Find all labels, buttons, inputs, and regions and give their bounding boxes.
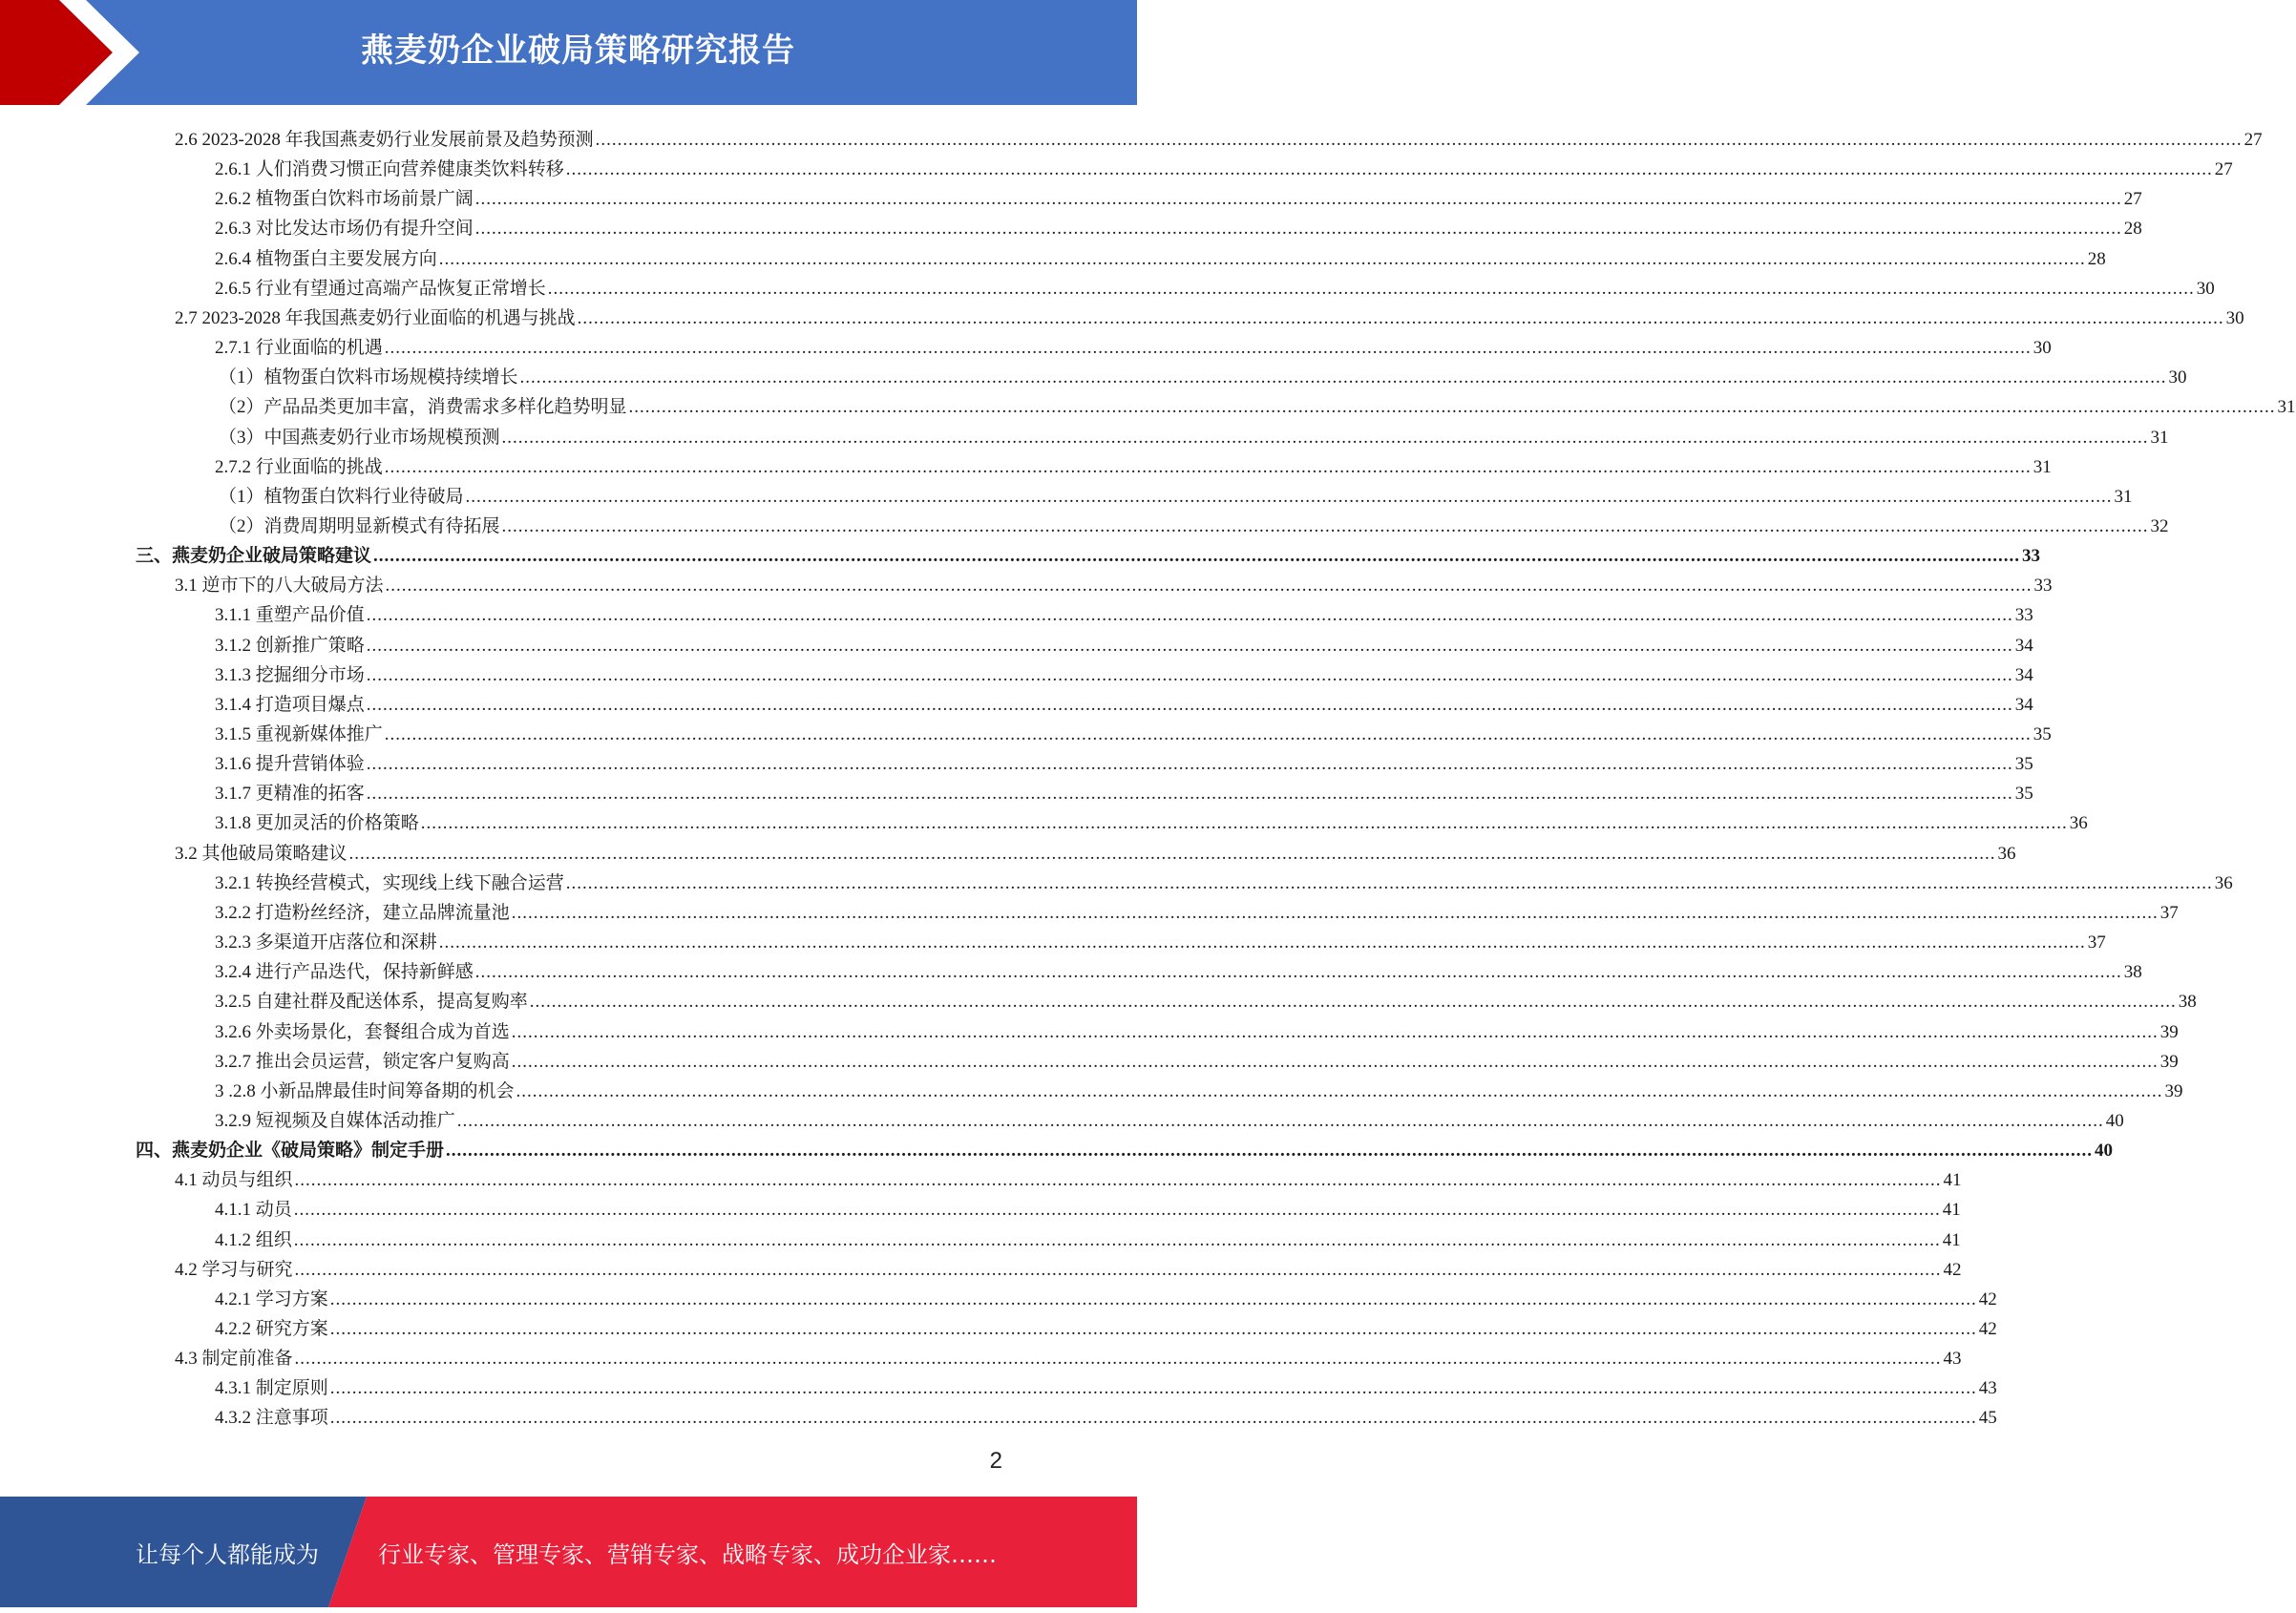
toc-entry[interactable] [215, 180, 2142, 210]
toc-entry-title: （2）产品品类更加丰富，消费需求多样化趋势明显 [219, 397, 627, 417]
toc-entry-page: 36 [2069, 813, 2088, 833]
toc-leader-dots: ............................................................................................................................................................................................................................................................................................................ [293, 1230, 1941, 1250]
toc-entry-page: 30 [2196, 279, 2215, 299]
toc-entry-title: 3.1 逆市下的八大破局方法 [175, 576, 384, 596]
toc-leader-dots: ............................................................................................................................................................................................................................................................................................................ [465, 487, 2113, 507]
toc-entry-title: 4.1.1 动员 [215, 1200, 292, 1220]
toc-entry[interactable] [215, 627, 2033, 657]
toc-entry-page: 28 [2123, 219, 2142, 239]
toc-entry[interactable] [175, 1340, 1962, 1370]
toc-entry-title: 2.6.2 植物蛋白饮料市场前景广阔 [215, 189, 474, 209]
toc-entry-page: 31 [2114, 487, 2133, 507]
toc-entry[interactable] [215, 805, 2088, 834]
toc-leader-dots: ............................................................................................................................................................................................................................................................................................................ [529, 992, 2177, 1012]
toc-leader-dots: ............................................................................................................................................................................................................................................................................................................ [385, 576, 2033, 596]
toc-entry-title: 3.2.9 短视频及自媒体活动推广 [215, 1111, 455, 1131]
toc-entry-title: 3.1.6 提升营销体验 [215, 754, 365, 774]
toc-entry-title: 4.3.2 注意事项 [215, 1408, 328, 1428]
toc-leader-dots: ............................................................................................................................................................................................................................................................................................................ [366, 665, 2013, 685]
toc-entry[interactable] [215, 716, 2052, 745]
toc-entry[interactable] [215, 597, 2033, 626]
toc-entry[interactable] [215, 270, 2215, 300]
toc-entry-title: 3.1.5 重视新媒体推广 [215, 724, 383, 744]
toc-entry-page: 27 [2243, 130, 2263, 150]
toc-entry[interactable] [215, 1191, 1961, 1221]
toc-leader-dots: ............................................................................................................................................................................................................................................................................................................ [294, 1349, 1942, 1369]
toc-entry-page: 43 [1943, 1349, 1962, 1369]
toc-entry-title: 3.2 其他破局策略建议 [175, 844, 348, 864]
toc-entry[interactable] [215, 894, 2179, 924]
toc-entry-title: 3.2.2 打造粉丝经济，建立品牌流量池 [215, 903, 510, 923]
toc-leader-dots: ............................................................................................................................................................................................................................................................................................................ [511, 1022, 2159, 1042]
toc-leader-dots: ............................................................................................................................................................................................................................................................................................................ [329, 1378, 1977, 1398]
toc-entry-title: 3.2.7 推出会员运营，锁定客户复购高 [215, 1052, 510, 1072]
toc-entry-title: 四、燕麦奶企业《破局策略》制定手册 [136, 1141, 445, 1161]
toc-entry-page: 33 [2022, 546, 2041, 566]
toc-entry[interactable] [175, 567, 2053, 597]
toc-entry-page: 27 [2123, 189, 2142, 209]
toc-leader-dots: ............................................................................................................................................................................................................................................................................................................ [366, 784, 2013, 804]
toc-entry[interactable] [175, 1162, 1962, 1191]
toc-entry-page: 30 [2168, 367, 2187, 388]
toc-leader-dots: ............................................................................................................................................................................................................................................................................................................ [511, 1052, 2159, 1072]
toc-entry-page: 34 [2014, 695, 2033, 715]
toc-entry-title: （2）消费周期明显新模式有待拓展 [219, 516, 500, 536]
toc-entry[interactable] [215, 241, 2106, 270]
toc-entry-title: 2.6.5 行业有望通过高端产品恢复正常增长 [215, 279, 546, 299]
toc-entry-page: 42 [1978, 1319, 1997, 1339]
toc-leader-dots: ............................................................................................................................................................................................................................................................................................................ [501, 428, 2149, 448]
toc-entry-page: 42 [1978, 1289, 1997, 1309]
page-header [0, 0, 1137, 105]
toc-entry-title: 3.2.1 转换经营模式，实现线上线下融合运营 [215, 873, 564, 893]
toc-entry[interactable] [215, 1073, 2183, 1102]
toc-entry[interactable] [215, 865, 2233, 894]
toc-entry-title: 4.2 学习与研究 [175, 1260, 293, 1280]
toc-leader-dots: ............................................................................................................................................................................................................................................................................................................ [519, 367, 2167, 388]
footer-slogan-left: 让每个人都能成为 [136, 1541, 319, 1568]
toc-leader-dots: ............................................................................................................................................................................................................................................................................................................ [628, 397, 2276, 417]
toc-entry[interactable] [215, 657, 2033, 686]
toc-entry-title: 3 .2.8 小新品牌最佳时间筹备期的机会 [215, 1081, 515, 1101]
toc-entry-page: 39 [2159, 1022, 2179, 1042]
toc-entry-page: 34 [2014, 665, 2033, 685]
toc-entry[interactable] [215, 1310, 1997, 1340]
toc-leader-dots: ............................................................................................................................................................................................................................................................................................................ [501, 516, 2149, 536]
toc-leader-dots: ............................................................................................................................................................................................................................................................................................................ [366, 754, 2013, 774]
toc-entry[interactable] [175, 121, 2263, 151]
toc-leader-dots: ............................................................................................................................................................................................................................................................................................................ [384, 457, 2032, 477]
report-title: 燕麦奶企业破局策略研究报告 [361, 31, 795, 70]
toc-leader-dots: ............................................................................................................................................................................................................................................................................................................ [438, 932, 2086, 953]
toc-entry-page: 31 [2277, 397, 2296, 417]
toc-entry[interactable] [215, 329, 2052, 359]
toc-entry-page: 31 [2150, 428, 2169, 448]
toc-entry-page: 32 [2150, 516, 2169, 536]
toc-entry-page: 37 [2087, 932, 2106, 953]
toc-entry-page: 35 [2014, 754, 2033, 774]
toc-leader-dots: ............................................................................................................................................................................................................................................................................................................ [577, 308, 2224, 328]
toc-entry[interactable] [175, 300, 2244, 329]
toc-entry-title: 3.1.2 创新推广策略 [215, 636, 365, 656]
toc-entry-page: 41 [1943, 1170, 1962, 1190]
toc-entry-page: 34 [2014, 636, 2033, 656]
toc-entry-page: 41 [1942, 1230, 1961, 1250]
toc-entry-page: 36 [1997, 844, 2016, 864]
toc-leader-dots: ............................................................................................................................................................................................................................................................................................................ [420, 813, 2068, 833]
toc-leader-dots: ............................................................................................................................................................................................................................................................................................................ [294, 1170, 1942, 1190]
toc-entry-page: 27 [2214, 159, 2233, 179]
toc-entry-page: 33 [2014, 605, 2033, 625]
toc-entry[interactable] [215, 775, 2033, 805]
toc-entry-title: 4.3.1 制定原则 [215, 1378, 328, 1398]
toc-leader-dots: ............................................................................................................................................................................................................................................................................................................ [446, 1141, 2094, 1161]
toc-entry-title: 3.1.3 挖掘细分市场 [215, 665, 365, 685]
toc-entry[interactable] [215, 1370, 1997, 1399]
toc-entry[interactable] [136, 537, 2041, 567]
toc-entry[interactable] [219, 508, 2169, 537]
toc-entry-title: 3.1.7 更精准的拓客 [215, 784, 365, 804]
toc-leader-dots: ............................................................................................................................................................................................................................................................................................................ [293, 1200, 1941, 1220]
toc-leader-dots: ............................................................................................................................................................................................................................................................................................................ [595, 130, 2243, 150]
toc-entry[interactable] [219, 388, 2296, 418]
toc-entry-page: 31 [2033, 457, 2052, 477]
toc-leader-dots: ............................................................................................................................................................................................................................................................................................................ [565, 159, 2213, 179]
toc-entry-page: 37 [2159, 903, 2179, 923]
toc-entry-title: 2.7.2 行业面临的挑战 [215, 457, 383, 477]
toc-entry-page: 38 [2123, 962, 2142, 982]
toc-leader-dots: ............................................................................................................................................................................................................................................................................................................ [384, 724, 2032, 744]
toc-entry-title: 3.1.8 更加灵活的价格策略 [215, 813, 419, 833]
page-number: 2 [989, 1448, 1002, 1474]
toc-leader-dots: ............................................................................................................................................................................................................................................................................................................ [366, 605, 2013, 625]
toc-entry[interactable] [219, 359, 2187, 388]
footer-slogan-right: 行业专家、管理专家、营销专家、战略专家、成功企业家…… [378, 1541, 997, 1568]
toc-entry-title: 2.6 2023-2028 年我国燕麦奶行业发展前景及趋势预测 [175, 130, 594, 150]
toc-entry-page: 39 [2159, 1052, 2179, 1072]
toc-entry-title: 4.2.1 学习方案 [215, 1289, 328, 1309]
toc-leader-dots: ............................................................................................................................................................................................................................................................................................................ [294, 1260, 1942, 1280]
toc-entry-title: （3）中国燕麦奶行业市场规模预测 [219, 428, 500, 448]
toc-leader-dots: ............................................................................................................................................................................................................................................................................................................ [438, 249, 2086, 269]
toc-entry[interactable] [215, 1102, 2124, 1132]
toc-entry-title: （1）植物蛋白饮料行业待破局 [219, 487, 464, 507]
toc-leader-dots: ............................................................................................................................................................................................................................................................................................................ [384, 338, 2032, 358]
toc-entry-title: 2.6.3 对比发达市场仍有提升空间 [215, 219, 474, 239]
toc-entry-title: 2.7 2023-2028 年我国燕麦奶行业面临的机遇与挑战 [175, 308, 576, 328]
toc-entry-page: 35 [2033, 724, 2052, 744]
toc-entry[interactable] [215, 953, 2142, 983]
toc-entry-page: 43 [1978, 1378, 1997, 1398]
toc-entry[interactable] [215, 1222, 1961, 1251]
toc-entry-title: 4.3 制定前准备 [175, 1349, 293, 1369]
toc-leader-dots: ............................................................................................................................................................................................................................................................................................................ [329, 1289, 1977, 1309]
toc-leader-dots: ............................................................................................................................................................................................................................................................................................................ [329, 1319, 1977, 1339]
toc-entry[interactable] [136, 1132, 2114, 1162]
toc-entry-page: 40 [2105, 1111, 2124, 1131]
toc-entry-page: 35 [2014, 784, 2033, 804]
toc-leader-dots: ............................................................................................................................................................................................................................................................................................................ [511, 903, 2159, 923]
toc-entry-title: 3.2.6 外卖场景化，套餐组合成为首选 [215, 1022, 510, 1042]
toc-entry-title: 2.6.4 植物蛋白主要发展方向 [215, 249, 437, 269]
toc-entry-title: 4.2.2 研究方案 [215, 1319, 328, 1339]
toc-entry[interactable] [175, 835, 2016, 865]
toc-entry-page: 30 [2225, 308, 2244, 328]
toc-leader-dots: ............................................................................................................................................................................................................................................................................................................ [516, 1081, 2163, 1101]
toc-entry-page: 42 [1943, 1260, 1962, 1280]
toc-entry-page: 45 [1978, 1408, 1997, 1428]
toc-entry-page: 30 [2033, 338, 2052, 358]
toc-entry-page: 40 [2095, 1141, 2114, 1161]
toc-entry[interactable] [215, 1043, 2179, 1073]
toc-leader-dots: ............................................................................................................................................................................................................................................................................................................ [366, 636, 2013, 656]
toc-entry[interactable] [219, 478, 2133, 508]
toc-entry-title: 3.2.4 进行产品迭代，保持新鲜感 [215, 962, 474, 982]
toc-entry[interactable] [215, 924, 2106, 953]
toc-entry-title: 3.1.1 重塑产品价值 [215, 605, 365, 625]
toc-entry[interactable] [215, 151, 2233, 180]
toc-leader-dots: ............................................................................................................................................................................................................................................................................................................ [474, 189, 2122, 209]
toc-entry[interactable] [175, 1251, 1962, 1281]
toc-entry[interactable] [215, 686, 2033, 716]
toc-entry-title: 2.7.1 行业面临的机遇 [215, 338, 383, 358]
toc-leader-dots: ............................................................................................................................................................................................................................................................................................................ [456, 1111, 2104, 1131]
toc-entry-title: 3.2.3 多渠道开店落位和深耕 [215, 932, 437, 953]
page-footer [0, 1497, 1137, 1607]
toc-entry-title: 3.2.5 自建社群及配送体系，提高复购率 [215, 992, 528, 1012]
toc-entry[interactable] [215, 449, 2052, 478]
toc-entry-page: 28 [2087, 249, 2106, 269]
toc-entry[interactable] [219, 419, 2169, 449]
toc-entry[interactable] [215, 210, 2142, 240]
toc-leader-dots: ............................................................................................................................................................................................................................................................................................................ [474, 219, 2122, 239]
toc-entry-title: 4.1 动员与组织 [175, 1170, 293, 1190]
toc-leader-dots: ............................................................................................................................................................................................................................................................................................................ [373, 546, 2021, 566]
toc-entry[interactable] [215, 1399, 1997, 1429]
toc-entry[interactable] [215, 745, 2033, 775]
toc-entry[interactable] [215, 983, 2197, 1013]
toc-entry-page: 41 [1942, 1200, 1961, 1220]
toc-leader-dots: ............................................................................................................................................................................................................................................................................................................ [366, 695, 2013, 715]
toc-entry-page: 33 [2033, 576, 2053, 596]
toc-entry-title: 4.1.2 组织 [215, 1230, 292, 1250]
toc-entry[interactable] [215, 1014, 2179, 1043]
toc-entry-page: 36 [2214, 873, 2233, 893]
toc-entry-title: （1）植物蛋白饮料市场规模持续增长 [219, 367, 518, 388]
toc-entry-title: 3.1.4 打造项目爆点 [215, 695, 365, 715]
toc-leader-dots: ............................................................................................................................................................................................................................................................................................................ [565, 873, 2213, 893]
toc-entry-title: 2.6.1 人们消费习惯正向营养健康类饮料转移 [215, 159, 564, 179]
toc-entry-title: 三、燕麦奶企业破局策略建议 [136, 546, 372, 566]
toc-leader-dots: ............................................................................................................................................................................................................................................................................................................ [474, 962, 2122, 982]
toc-leader-dots: ............................................................................................................................................................................................................................................................................................................ [348, 844, 1996, 864]
toc-leader-dots: ............................................................................................................................................................................................................................................................................................................ [329, 1408, 1977, 1428]
toc-leader-dots: ............................................................................................................................................................................................................................................................................................................ [547, 279, 2195, 299]
toc-entry[interactable] [215, 1281, 1997, 1310]
toc-entry-page: 38 [2178, 992, 2197, 1012]
toc-entry-page: 39 [2164, 1081, 2183, 1101]
